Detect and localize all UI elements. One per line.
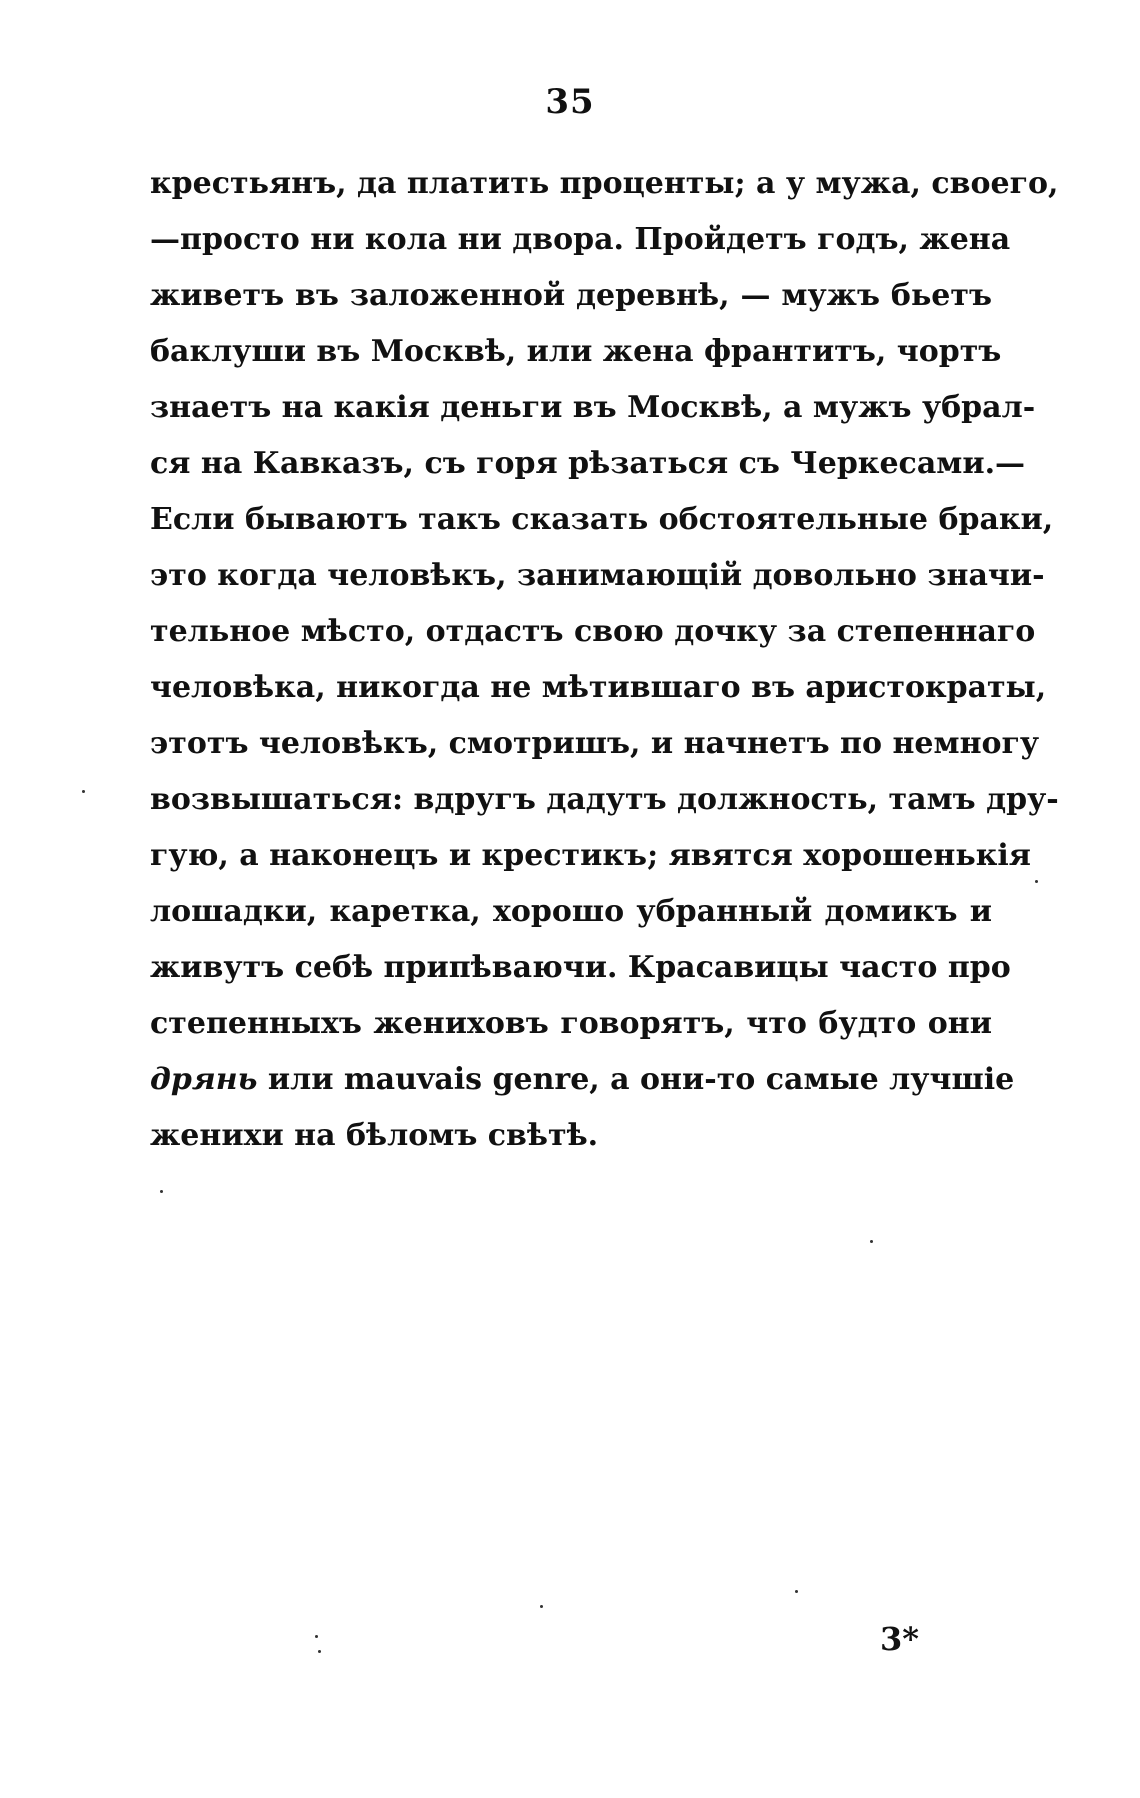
- text-line-17: [150, 1052, 1015, 1108]
- text-line-14: лошадки, каретка, хорошо убранный домикъ и: [150, 894, 992, 929]
- text-line-3: живетъ въ заложенной деревнѣ, — мужъ бьетъ: [150, 278, 992, 313]
- line-17-rest: или mauvais genre, а они-то самые лучшіе: [257, 1062, 1015, 1097]
- scan-speck: [315, 1635, 318, 1638]
- italic-word: дрянь: [150, 1062, 258, 1097]
- text-line-13: гую, а наконецъ и крестикъ; явятся хорошенькія: [150, 838, 1031, 873]
- text-line-15: живутъ себѣ припѣваючи. Красавицы часто про: [150, 950, 1011, 985]
- scan-speck: [82, 790, 85, 793]
- body-text: [150, 156, 1059, 1164]
- scan-speck: [160, 1190, 163, 1193]
- page-number: 35: [545, 82, 595, 122]
- text-line-4: баклуши въ Москвѣ, или жена франтитъ, чортъ: [150, 334, 1002, 369]
- scan-speck: [540, 1605, 543, 1608]
- text-line-11: этотъ человѣкъ, смотришъ, и начнетъ по немногу: [150, 726, 1040, 761]
- text-line-10: человѣка, никогда не мѣтившаго въ аристократы,: [150, 670, 1047, 705]
- text-line-1: крестьянъ, да платить проценты; а у мужа, своего,: [150, 166, 1059, 201]
- text-line-7: Если бываютъ такъ сказать обстоятельные браки,: [150, 502, 1054, 537]
- text-line-12: возвышаться: вдругъ дадутъ должность, тамъ дру-: [150, 782, 1059, 817]
- scan-speck: [1035, 880, 1038, 883]
- text-line-9: тельное мѣсто, отдастъ свою дочку за степеннаго: [150, 614, 1036, 649]
- text-line-2: —просто ни кола ни двора. Пройдетъ годъ, жена: [150, 222, 1011, 257]
- text-line-5: знаетъ на какія деньги въ Москвѣ, а мужъ убрал-: [150, 390, 1036, 425]
- scan-speck: [318, 1650, 321, 1653]
- text-line-6: ся на Кавказъ, съ горя рѣзаться съ Черкесами.—: [150, 446, 1026, 481]
- scan-speck: [870, 1240, 873, 1243]
- signature-mark: 3*: [880, 1620, 919, 1658]
- text-line-18: женихи на бѣломъ свѣтѣ.: [150, 1118, 599, 1153]
- scan-speck: [795, 1590, 798, 1593]
- text-line-8: это когда человѣкъ, занимающій довольно значи-: [150, 558, 1045, 593]
- text-line-16: степенныхъ жениховъ говорятъ, что будто они: [150, 1006, 992, 1041]
